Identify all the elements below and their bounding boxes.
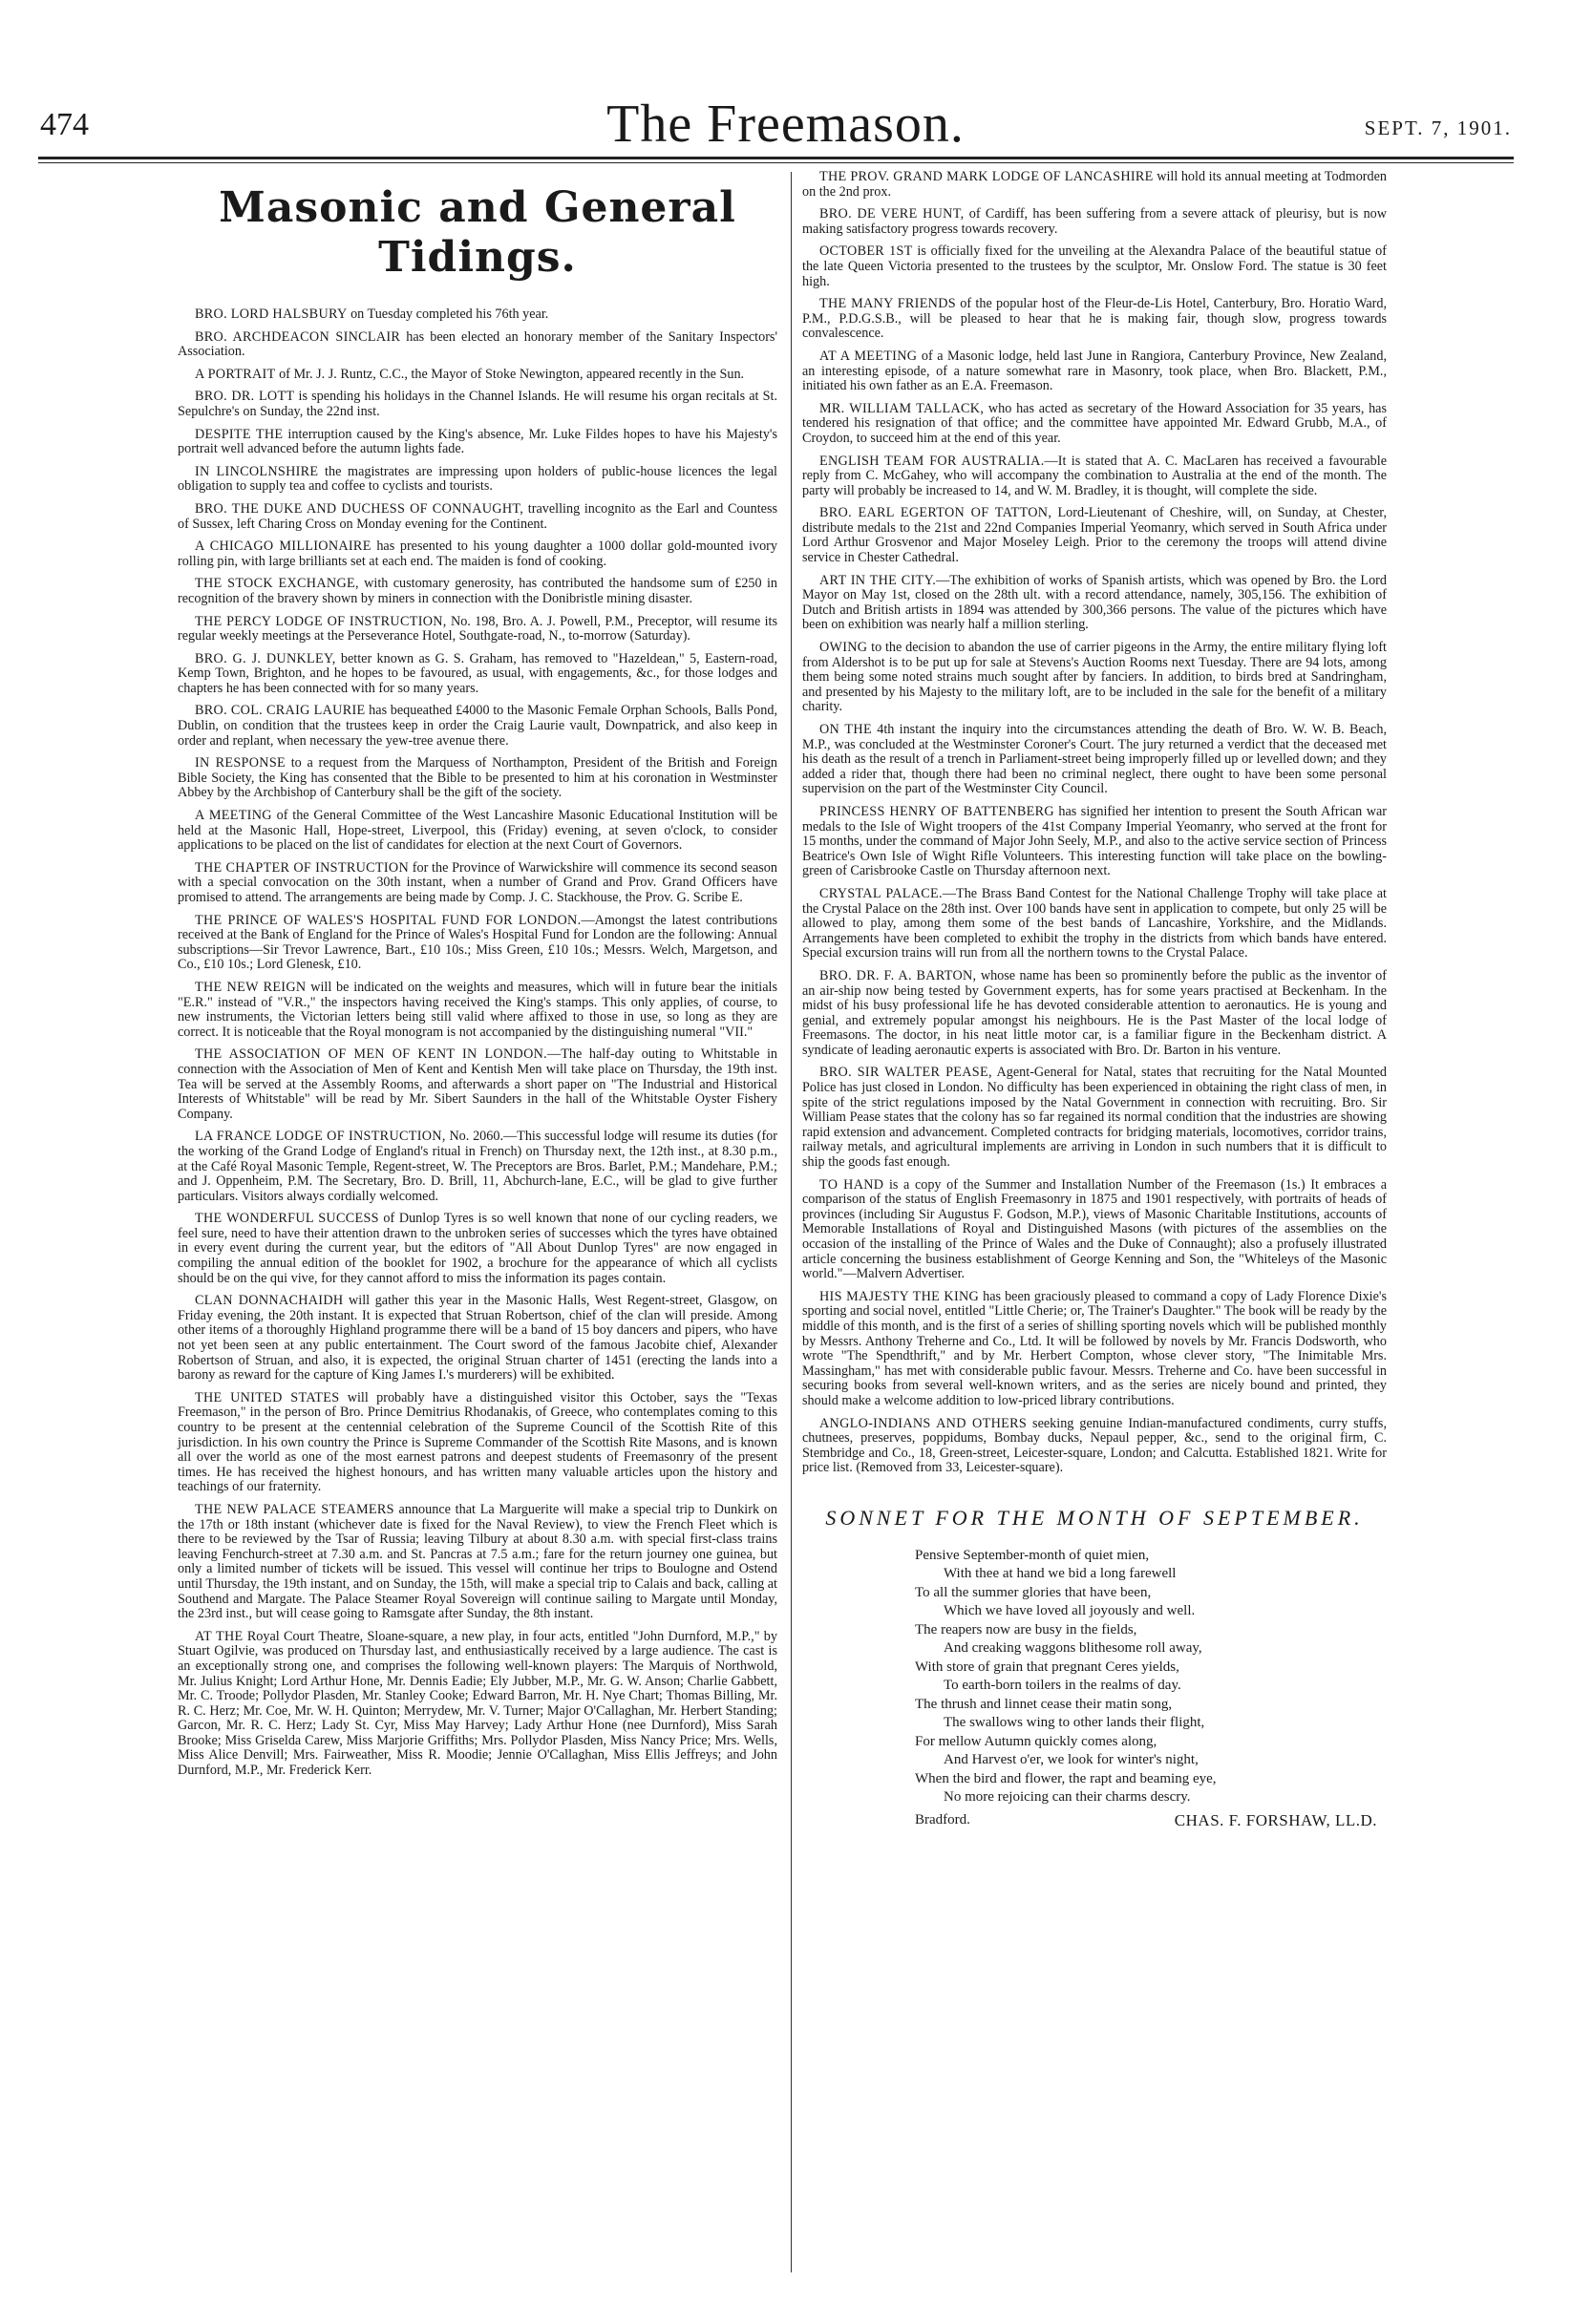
news-item-text: of the popular host of the Fleur-de-Lis Hotel, Canterbury, Bro. Horatio Ward, P.M., P.D.G.S.B., will be pleased to hear that he is making fair, though slow, progress towards convalescence. — [802, 296, 1387, 342]
news-item-text: has bequeathed £4000 to the Masonic Female Orphan Schools, Balls Pond, Dublin, on condition that the trustees keep in order the Craig Laurie vault, Downpatrick, and also keep in order and replant, when necessary the yew-tree avenue there. — [178, 703, 777, 749]
news-item-text: —Amongst the latest contributions received at the Bank of England for the Prince of Wales's Hospital Fund for London are the following: Annual subscriptions—Sir Trevor Lawrence, Bart., £10 10s.; Miss Green, £10 10s.; Messrs. Welch, Margetson, and Co., £10 10s.; Lord Glenesk, £10. — [178, 912, 778, 973]
news-item-lead: BRO. LORD HALSBURY — [195, 306, 348, 322]
news-item-text: better known as G. S. Graham, has removed to "Hazeldean," 5, Eastern-road, Kemp Town, Brighton, and he hopes to be favoured, as usual, with engagements, &c., for those lodges and chapters he has been connected with for so many years. — [178, 650, 777, 696]
news-item — [178, 502, 777, 532]
news-item-lead: OWING — [819, 640, 868, 656]
news-item-lead: HIS MAJESTY THE KING — [819, 1288, 980, 1304]
news-item — [178, 1047, 777, 1122]
sonnet-line: When the bird and flower, the rapt and beaming eye, — [915, 1770, 1217, 1786]
news-item-lead: PRINCESS HENRY OF BATTENBERG — [819, 803, 1054, 819]
news-item-text: is a copy of the Summer and Installation Number of the Freemason (1s.) It embraces a comparison of the status of English Freemasonry in 1875 and 1901 respectively, with portraits of heads of provinces (including Sir Augustus F. Godson, M.P.), views of Masonic Charitable Institutions, accounts of Memorable Installations of Royal and Distinguished Masons (with pictures of the assemblies on the occasion of the installing of the Prince of Wales and the Duke of Connaught); also a profusely illustrated article concerning the business establishment of George Kenning and Son, the "Whiteleys of the Masonic world."—Malvern Advertiser. — [802, 1176, 1387, 1282]
news-item-lead: BRO. ARCHDEACON SINCLAIR — [195, 328, 401, 345]
news-item-text: for the Province of Warwickshire will commence its second season with a special convocation on the 30th instant, when a number of Grand and Prov. Grand Officers have promised to attend. The arrangements are being made by Comp. J. C. Stackhouse, the Prov. G. Scribe E. — [178, 859, 777, 905]
news-item-text: to a request from the Marquess of Northampton, President of the British and Foreign Bible Society, the King has consented that the Bible to be presented to him at his coronation in Westminster Abbey by the Archbishop of Canterbury shall be the gift of the society. — [178, 755, 777, 801]
sonnet-line: Which we have loved all joyously and well. — [944, 1603, 1196, 1618]
sonnet-line: For mellow Autumn quickly comes along, — [915, 1733, 1157, 1749]
news-item-lead: BRO. DE VERE HUNT, — [819, 206, 965, 222]
news-item — [178, 981, 777, 1040]
news-item-text: Royal Court Theatre, Sloane-square, a new play, in four acts, entitled "John Durnford, M.P.," by Stuart Ogilvie, was produced on Thursday last, and enthusiastically received by a large audience. The cast is an exceptionally strong one, and comprises the following well-known players: The Marquis of Northwold, Mr. Julius Knight; Lord Arthur Hone, Mr. Dennis Eadie; Ely Jubber, M.P., Mr. G. W. Anson; Charlie Gabbett, Mr. C. Troode; Pollydor Plasden, Mr. Stanley Cooke; Edward Barron, Mr. H. Nye Chart; Thomas Billing, Mr. R. C. Herz; Mr. Coe, Mr. W. H. Quinton; Merrydew, Mr. V. Turner; Major O'Callaghan, Mr. Herbert Standing; Garcon, Mr. R. C. Herz; Lady St. Cyr, Miss May Harvey; Lady Arthur Hone (nee Durnford), Miss Sarah Brooke; Miss Griselda Carew, Miss Marjorie Griffiths; Mrs. Pollydor Plasden, Miss Nancy Price; Mrs. Wells, Miss Alice Denvill; Mrs. Fairweather, Miss R. Moodie; Jennie O'Callaghan, Miss Ellis Jeffreys; and John Durnford, M.P., Mr. Frederick Kerr. — [178, 1628, 777, 1779]
news-item — [178, 809, 777, 854]
sonnet-line: The swallows wing to other lands their flight, — [944, 1715, 1205, 1730]
news-item-text: has signified her intention to present the South African war medals to the Isle of Wight troopers of the 41st Company Imperial Yeomanry, who served at the front for 15 months, under the command of Major John Seely, M.P., and also to the active service section of Princess Beatrice's Own Isle of Wight Rifle Volunteers. This interesting function will take place on the bowling-green of Carisbrooke Castle on Thursday afternoon next. — [802, 803, 1388, 879]
news-item-lead: CRYSTAL PALACE. — [819, 885, 943, 901]
news-item-lead: DESPITE THE — [195, 426, 284, 442]
section-title: Masonic and General Tidings. — [219, 183, 736, 282]
news-item-lead: A MEETING — [195, 808, 272, 824]
news-item-lead: BRO. DR. LOTT — [195, 389, 295, 405]
news-item-text: has been graciously pleased to command a copy of Lady Florence Dixie's sporting and social novel, entitled "Little Cherie; or, The Trainer's Daughter." The book will be ready by the middle of this month, and is the first of a series of shilling sporting novels which will be published monthly by Messrs. Anthony Treherne and Co., Ltd. It will be followed by novels by Mr. Francis Dodsworth, who wrote "The Spendthrift," and by Mr. Herbert Compton, whose clever story, "The Inimitable Mrs. Massingham," has met with considerable public favour. Messrs. Treherne and Co. have been successful in securing books from several well-known writers, and as the series are nicely bound and printed, they should make a welcome addition to low-priced library contributions. — [802, 1288, 1387, 1408]
sonnet-author: CHAS. F. FORSHAW, LL.D. — [1174, 1810, 1377, 1829]
sonnet-signature — [915, 1810, 1377, 1829]
news-item-lead: A PORTRAIT — [195, 366, 276, 382]
header-rule-thin — [38, 162, 1514, 163]
news-item — [802, 723, 1387, 797]
news-item-lead: IN RESPONSE — [195, 755, 286, 771]
news-item-text: travelling incognito as the Earl and Countess of Sussex, left Charing Cross on Monday evening for the Continent. — [178, 500, 777, 532]
news-item-lead: THE UNITED STATES — [195, 1389, 340, 1405]
news-item-text: —The exhibition of works of Spanish artists, which was opened by Bro. the Lord Mayor on May 1st, closed on the 28th ult. with a record attendance, namely, 305,156. The exhibition of Dutch and British artists in 1894 was attended by 300,366 persons. The value of the pictures which have been on exhibition was nearly half a million sterling. — [802, 572, 1387, 633]
news-item — [178, 1294, 777, 1384]
news-item-lead: TO HAND — [819, 1176, 884, 1193]
news-item — [802, 969, 1387, 1059]
news-item-lead: IN LINCOLNSHIRE — [195, 463, 319, 479]
news-item — [178, 428, 777, 457]
news-item-lead: THE MANY FRIENDS — [819, 296, 956, 312]
news-item — [802, 574, 1387, 633]
news-item — [178, 652, 777, 697]
news-item-lead: AT THE — [195, 1628, 244, 1644]
page-number: 474 — [40, 107, 89, 142]
news-item — [178, 1391, 777, 1495]
news-item — [802, 805, 1387, 879]
news-item — [178, 615, 777, 644]
news-item-text: of Dunlop Tyres is so well known that none of our cycling readers, we feel sure, need to have their attention drawn to the unbroken series of successes which the tyres have obtained in every event during the current year, but the editors of "All About Dunlop Tyres" are now engaged in compiling the annual edition of the booklet for 1902, a brochure for the appearance of which all cyclists should be on the qui vive, for they cannot afford to miss the information its pages contain. — [178, 1211, 777, 1286]
news-item-lead: ENGLISH TEAM FOR AUSTRALIA. — [819, 453, 1045, 469]
news-item-text: Lord-Lieutenant of Cheshire, will, on Sunday, at Chester, distribute medals to the 21st and 22nd Companies Imperial Yeomanry, which served in South Africa under Lord Arthur Grosvenor and Major Moseley Leigh. Prior to the ceremony the troops will attend divine service in Chester Cathedral. — [802, 505, 1388, 566]
sonnet-poem — [802, 1547, 1387, 1807]
news-item — [802, 1066, 1387, 1170]
news-item-lead: ANGLO-INDIANS AND OTHERS — [819, 1415, 1028, 1431]
sonnet-line: No more rejoicing can their charms descry. — [944, 1789, 1191, 1805]
news-item — [802, 349, 1387, 394]
right-news-items — [802, 170, 1387, 1476]
news-item-text: is officially fixed for the unveiling at the Alexandra Palace of the beautiful statue of the late Queen Victoria presented to the trustees by the sculptor, Mr. Onslow Ford. The statue is 30 feet high. — [802, 243, 1387, 289]
news-item-lead: BRO. G. J. DUNKLEY, — [195, 650, 336, 666]
news-item-text: announce that La Marguerite will make a special trip to Dunkirk on the 17th or 18th instant (whichever date is fixed for the Naval Review), to view the French Fleet which is there to be reviewed by the Tsar of Russia; leaving Tilbury at about 8.30 a.m. with special first-class trains leaving Fenchurch-street at 7.30 a.m. and St. Pancras at 7.5 a.m.; fare for the return journey one guinea, but only a limited number of tickets will be issued. This vessel will continue her trips to Boulogne and Ostend until Thursday, the 19th instant, and on Sunday, the 15th, will make a special trip to Calais and back, calling at Southend and Margate. The Palace Steamer Royal Sovereign will continue sailing to Margate until Monday, the 23rd inst., but will cease going to Ramsgate after Sunday, the 8th instant. — [178, 1501, 777, 1622]
news-item — [802, 887, 1387, 961]
sonnet-line: And creaking waggons blithesome roll away, — [944, 1640, 1202, 1656]
news-item-lead: BRO. EARL EGERTON OF TATTON, — [819, 505, 1052, 521]
news-item — [802, 1417, 1387, 1476]
news-item-text: Agent-General for Natal, states that recruiting for the Natal Mounted Police has just closed in London. No difficulty has been experienced in obtaining the right class of men, in spite of the strict regulations imposed by the Natal Government in connection with recruiting. Bro. Sir William Pease states that the colony has so far regained its normal condition that the industries are showing rapid extension and advancement. Completed contracts for bridging materials, locomotives, corridor trains, railway metals, and agricultural implements are arriving in London in such numbers that it is difficult to ship the goods fast enough. — [802, 1065, 1387, 1171]
news-item-lead: THE STOCK EXCHANGE, — [195, 576, 359, 592]
news-item-lead: THE PERCY LODGE OF INSTRUCTION, — [195, 613, 447, 629]
news-item-lead: THE ASSOCIATION OF MEN OF KENT IN LONDON. — [195, 1046, 548, 1063]
news-item-text: whose name has been so prominently before the public as the inventor of an air-ship now being tested by Government experts, has for some years practised at Beckenham. In the midst of his busy professional life he has devoted considerable attention to aeronautics. He is young and genial, and extremely popular amongst his neighbours. He is the Past Master of the local lodge of Freemasons. The doctor, in his neat little motor car, is a familiar figure in the Beckenham district. A syndicate of leading aeronautic experts is associated with Bro. Dr. Barton in his venture. — [802, 967, 1387, 1058]
news-item — [802, 244, 1387, 289]
news-item — [802, 402, 1387, 447]
news-item-text: of a Masonic lodge, held last June in Rangiora, Canterbury Province, New Zealand, an interesting episode, of a nature somewhat rare in Masonry, took place, when Bro. Blackett, P.M., initiated his own father as an E.A. Freemason. — [802, 348, 1387, 394]
news-item-text: will probably have a distinguished visitor this October, says the "Texas Freemason," in the person of Bro. Prince Demitrius Rhodanakis, of Greece, who contemplates coming to this country to be present at the centennial celebration of the Supreme Council of the Scottish Rite of this jurisdiction. In his own country the Prince is Supreme Commander of the Scottish Rite Masons, and is known all over the world as one of the most earnest patrons and deepest students of Freemasonry of the present times. He has received the highest honours, and has written many valuable articles upon the history and teachings of our fraternity. — [178, 1389, 777, 1495]
issue-date: SEPT. 7, 1901. — [1364, 116, 1512, 139]
news-item-lead: CLAN DONNACHAIDH — [195, 1293, 344, 1309]
news-item — [178, 1503, 777, 1622]
sonnet-line: To earth-born toilers in the realms of day. — [944, 1678, 1181, 1693]
news-item-lead: BRO. COL. CRAIG LAURIE — [195, 703, 366, 719]
news-item-lead: THE PRINCE OF WALES'S HOSPITAL FUND FOR LONDON. — [195, 912, 582, 928]
news-item-text: —It is stated that A. C. MacLaren has received a favourable reply from C. McGahey, who will accompany the combination to Australia at the end of the month. The party will probably be increased to 14, and W. M. Bradley, it is thought, will complete the side. — [802, 453, 1387, 498]
news-item — [802, 1178, 1387, 1282]
news-item — [178, 390, 777, 419]
news-item-lead: BRO. THE DUKE AND DUCHESS OF CONNAUGHT, — [195, 500, 524, 517]
news-item-lead: THE PROV. GRAND MARK LODGE OF LANCASHIRE — [819, 169, 1154, 184]
news-item-lead: MR. WILLIAM TALLACK, — [819, 400, 985, 416]
news-item-text: of Cardiff, has been suffering from a severe attack of pleurisy, but is now making satisfactory progress towards recovery. — [802, 206, 1387, 237]
header-rule-thick — [38, 157, 1514, 159]
news-item-lead: ON THE — [819, 722, 872, 737]
news-item — [178, 756, 777, 801]
left-news-items — [178, 307, 777, 1779]
page-header — [0, 0, 1571, 162]
news-item-text: of Mr. J. J. Runtz, C.C., the Mayor of Stoke Newington, appeared recently in the Sun. — [275, 366, 745, 382]
masthead: The Freemason. — [606, 95, 965, 154]
column-divider — [791, 172, 792, 2272]
news-item-lead: BRO. DR. F. A. BARTON, — [819, 967, 977, 983]
news-item — [802, 1290, 1387, 1409]
news-item — [178, 704, 777, 749]
news-item-text: who has acted as secretary of the Howard Association for 35 years, has tendered his resignation of that office; and the committee have appointed Mr. Edward Grubb, M.A., of Croydon, to succeed him at the end of this year. — [802, 400, 1387, 446]
news-item-text: will gather this year in the Masonic Halls, West Regent-street, Glasgow, on Friday evening, the 20th instant. It is expected that Struan Robertson, chief of the clan will preside. Among other items of a thoroughly Highland programme there will be a band of 15 boy dancers and pipers, who have not yet been seen at any public entertainment. The Court sword of the famous Jacobite chief, Alexander Robertson of Struan, and also, it is expected, the original Struan charter of 1451 (erecting the lands into a barony as reward for the capture of King James I.'s murderers) will be exhibited. — [178, 1293, 778, 1384]
news-item-text: will hold its annual meeting at Todmorden on the 2nd prox. — [802, 169, 1387, 200]
news-item-text: has presented to his young daughter a 1000 dollar gold-mounted ivory rolling pin, with large brilliants set at each end. The maiden is fond of cooking. — [178, 539, 777, 569]
news-item — [802, 170, 1387, 200]
news-item-lead: THE NEW REIGN — [195, 979, 307, 995]
news-item — [178, 368, 777, 383]
news-item-lead: THE NEW PALACE STEAMERS — [195, 1501, 394, 1517]
news-item-text: No. 2060.—This successful lodge will resume its duties (for the working of the Grand Lodge of England's ritual in French) on Thursday next, the 12th inst., at 8.30 p.m., at the Café Royal Masonic Temple, Regent-street, W. The Preceptors are Bros. Barlet, P.M.; Mandehare, P.M.; and J. Oppenheim, P.M. The Secretary, Bro. D. Brill, 11, Abchurch-lane, E.C., will be glad to give further particulars. Visitors always cordially welcomed. — [178, 1129, 777, 1204]
news-item-text: has been elected an honorary member of the Sanitary Inspectors' Association. — [178, 328, 777, 360]
news-item — [802, 454, 1387, 499]
news-item-lead: A CHICAGO MILLIONAIRE — [195, 539, 372, 555]
news-item-text: No. 198, Bro. A. J. Powell, P.M., Preceptor, will resume its regular weekly meetings at the Perseverance Hotel, Southgate-road, N., to-morrow (Saturday). — [178, 613, 777, 644]
news-item — [802, 207, 1387, 237]
sonnet-title: SONNET FOR THE MONTH OF SEPTEMBER. — [825, 1505, 1364, 1530]
news-item-text: with customary generosity, has contributed the handsome sum of £250 in recognition of the bravery shown by miners in connection with the Donibristle mining disaster. — [178, 576, 777, 606]
news-item-lead: THE CHAPTER OF INSTRUCTION — [195, 859, 409, 876]
sonnet-line: And Harvest o'er, we look for winter's night, — [944, 1752, 1199, 1767]
sonnet-line: With store of grain that pregnant Ceres yields, — [915, 1658, 1179, 1675]
news-item — [178, 577, 777, 606]
sonnet-place: Bradford. — [915, 1811, 970, 1828]
news-item-text: seeking genuine Indian-manufactured condiments, curry stuffs, chutnees, preserves, poppidums, Bombay ducks, Nepaul pepper, &c., send to the original firm, C. Stembridge and Co., 18, Green-street, Leicester-square, London; and Calcutta. Established 1821. Write for price list. (Removed from 33, Leicester-square). — [802, 1415, 1387, 1476]
sonnet-line: The thrush and linnet cease their matin song, — [915, 1696, 1173, 1712]
news-item — [178, 914, 777, 973]
news-item — [178, 307, 777, 323]
news-item-text: of the General Committee of the West Lancashire Masonic Educational Institution will be held at the Masonic Hall, Hope-street, Liverpool, this (Friday) evening, at seven o'clock, to consider applications to be placed on the list of candidates for election at the next Court of Governors. — [178, 808, 777, 854]
news-item-text: —The half-day outing to Whitstable in connection with the Association of Men of Kent and Kentish Men will take place on Thursday, the 19th inst. Tea will be served at the Assembly Rooms, and afterwards a short paper on "The Industrial and Historical Interests of Whitstable" will be read by Mr. Sibert Saunders in the hall of the Whitstable Oyster Fishery Company. — [178, 1046, 778, 1122]
sonnet-line: The reapers now are busy in the fields, — [915, 1621, 1137, 1637]
news-item-text: will be indicated on the weights and measures, which will in future bear the initials "E.R." instead of "V.R.," the inspectors having received the King's stamps. This only applies, of course, to new instruments, the Victorian letters being still valid where affixed to those in use, so long as they are correct. It is noticeable that the Royal monogram is not accompanied by the distinguishing numeral "VII." — [178, 979, 777, 1040]
news-item — [178, 1630, 777, 1779]
right-column — [802, 170, 1387, 1828]
left-column — [178, 170, 777, 1786]
news-item — [802, 506, 1387, 565]
news-item — [178, 330, 777, 360]
news-item-text: is spending his holidays in the Channel Islands. He will resume his organ recitals at St. Sepulchre's on Sunday, the 22nd inst. — [178, 389, 777, 419]
news-item-lead: LA FRANCE LODGE OF INSTRUCTION, — [195, 1129, 446, 1145]
sonnet-line: With thee at hand we bid a long farewell — [944, 1566, 1177, 1581]
sonnet-line: Pensive September-month of quiet mien, — [915, 1547, 1150, 1563]
news-item-text: to the decision to abandon the use of carrier pigeons in the Army, the entire military flying loft from Aldershot is to be put up for sale at Stevens's Auction Rooms next Tuesday. There are 94 lots, among them being some noted strains much sought after by fanciers. In addition, to birds bred at Sandringham, and presented by his Majesty to the military loft, are to be included in the sale for the benefit of a military charity. — [802, 640, 1387, 715]
news-item-lead: OCTOBER 1ST — [819, 243, 913, 260]
news-item — [802, 297, 1387, 342]
news-item — [178, 1212, 777, 1286]
news-item — [178, 1130, 777, 1204]
sonnet-line: To all the summer glories that have been, — [915, 1584, 1152, 1600]
news-item-text: interruption caused by the King's absence, Mr. Luke Fildes hopes to have his Majesty's portrait well advanced before the autumn lights fade. — [178, 426, 777, 457]
news-item — [178, 861, 777, 906]
news-item-lead: ART IN THE CITY. — [819, 572, 937, 588]
news-item-lead: AT A MEETING — [819, 348, 918, 364]
news-item-text: on Tuesday completed his 76th year. — [347, 306, 549, 322]
news-item — [178, 465, 777, 495]
news-item-lead: THE WONDERFUL SUCCESS — [195, 1211, 379, 1227]
news-item-text: the magistrates are impressing upon holders of public-house licences the legal obligation to supply tea and coffee to cyclists and tourists. — [178, 463, 778, 495]
news-item — [178, 539, 777, 569]
news-item-text: —The Brass Band Contest for the National Challenge Trophy will take place at the Crystal Palace on the 28th inst. Over 100 bands have sent in application to compete, but only 25 will be allowed to play, among them some of the best bands of Lancashire, Yorkshire, and the Midlands. Arrangements have been completed to exhibit the trophy in the districts from which bands have entered. Special excursion trains will run from all the northern towns to the Crystal Palace. — [802, 885, 1387, 961]
news-item-text: 4th instant the inquiry into the circumstances attending the death of Bro. W. W. B. Beach, M.P., was concluded at the Westminster Coroner's Court. The jury returned a verdict that the deceased met his death as the result of a trench in Parliament-street being improperly filled up or levelled down; and they added a rider that, though there had been no criminal neglect, there ought to have been some personal supervision on the part of the Westminster City Council. — [802, 722, 1387, 797]
news-item-lead: BRO. SIR WALTER PEASE, — [819, 1065, 992, 1081]
news-item — [802, 641, 1387, 715]
